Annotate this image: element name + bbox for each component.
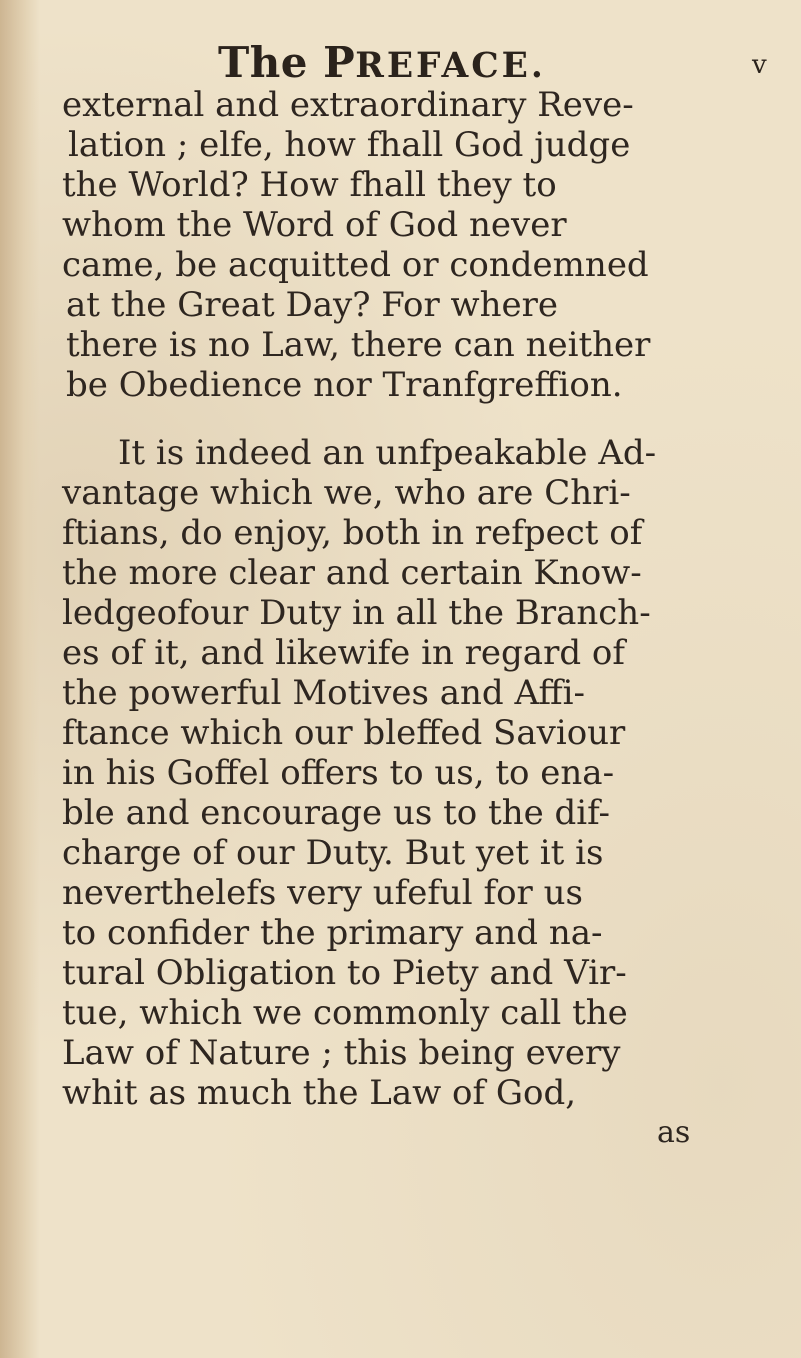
text-line: ftance which our bleffed Saviour	[62, 713, 626, 753]
text-line: external and extraordinary Reve-	[62, 85, 634, 125]
text-line: ble and encourage us to the dif-	[62, 793, 611, 833]
text-line: Law of Nature ; this being every	[62, 1033, 621, 1073]
text-line: there is no Law, there can neither	[66, 325, 651, 365]
text-line: be Obedience nor Tranfgreffion.	[66, 365, 623, 405]
page-number: v	[752, 50, 767, 80]
text-line: to confider the primary and na-	[62, 913, 603, 953]
text-line: charge of our Duty. But yet it is	[62, 833, 604, 873]
catchword: as	[657, 1115, 691, 1150]
text-line: at the Great Day? For where	[66, 285, 559, 325]
text-line: whom the Word of God never	[62, 205, 567, 245]
text-line: tural Obligation to Piety and Vir-	[62, 953, 627, 993]
running-title-rest: REFACE.	[355, 46, 546, 86]
text-line: the more clear and certain Know-	[62, 553, 642, 593]
text-line: ledgeofour Duty in all the Branch-	[62, 593, 651, 633]
text-line: vantage which we, who are Chri-	[62, 473, 631, 513]
running-title-initial: The P	[218, 38, 356, 87]
text-line: neverthelefs very ufeful for us	[62, 873, 583, 913]
text-line: It is indeed an unfpeakable Ad-	[118, 433, 657, 473]
text-line: tue, which we commonly call the	[62, 993, 628, 1033]
page-gutter-shadow	[0, 0, 40, 1358]
text-line: ftians, do enjoy, both in refpect of	[62, 513, 643, 553]
text-line: in his Goffel offers to us, to ena-	[62, 753, 615, 793]
text-line: whit as much the Law of God,	[62, 1073, 577, 1113]
text-line: es of it, and likewife in regard of	[62, 633, 625, 673]
running-title	[218, 38, 546, 87]
text-line: the World? How fhall they to	[62, 165, 557, 205]
text-line: the powerful Motives and Affi-	[62, 673, 585, 713]
text-line: came, be acquitted or condemned	[62, 245, 649, 285]
text-line: lation ; elfe, how fhall God judge	[68, 125, 631, 165]
